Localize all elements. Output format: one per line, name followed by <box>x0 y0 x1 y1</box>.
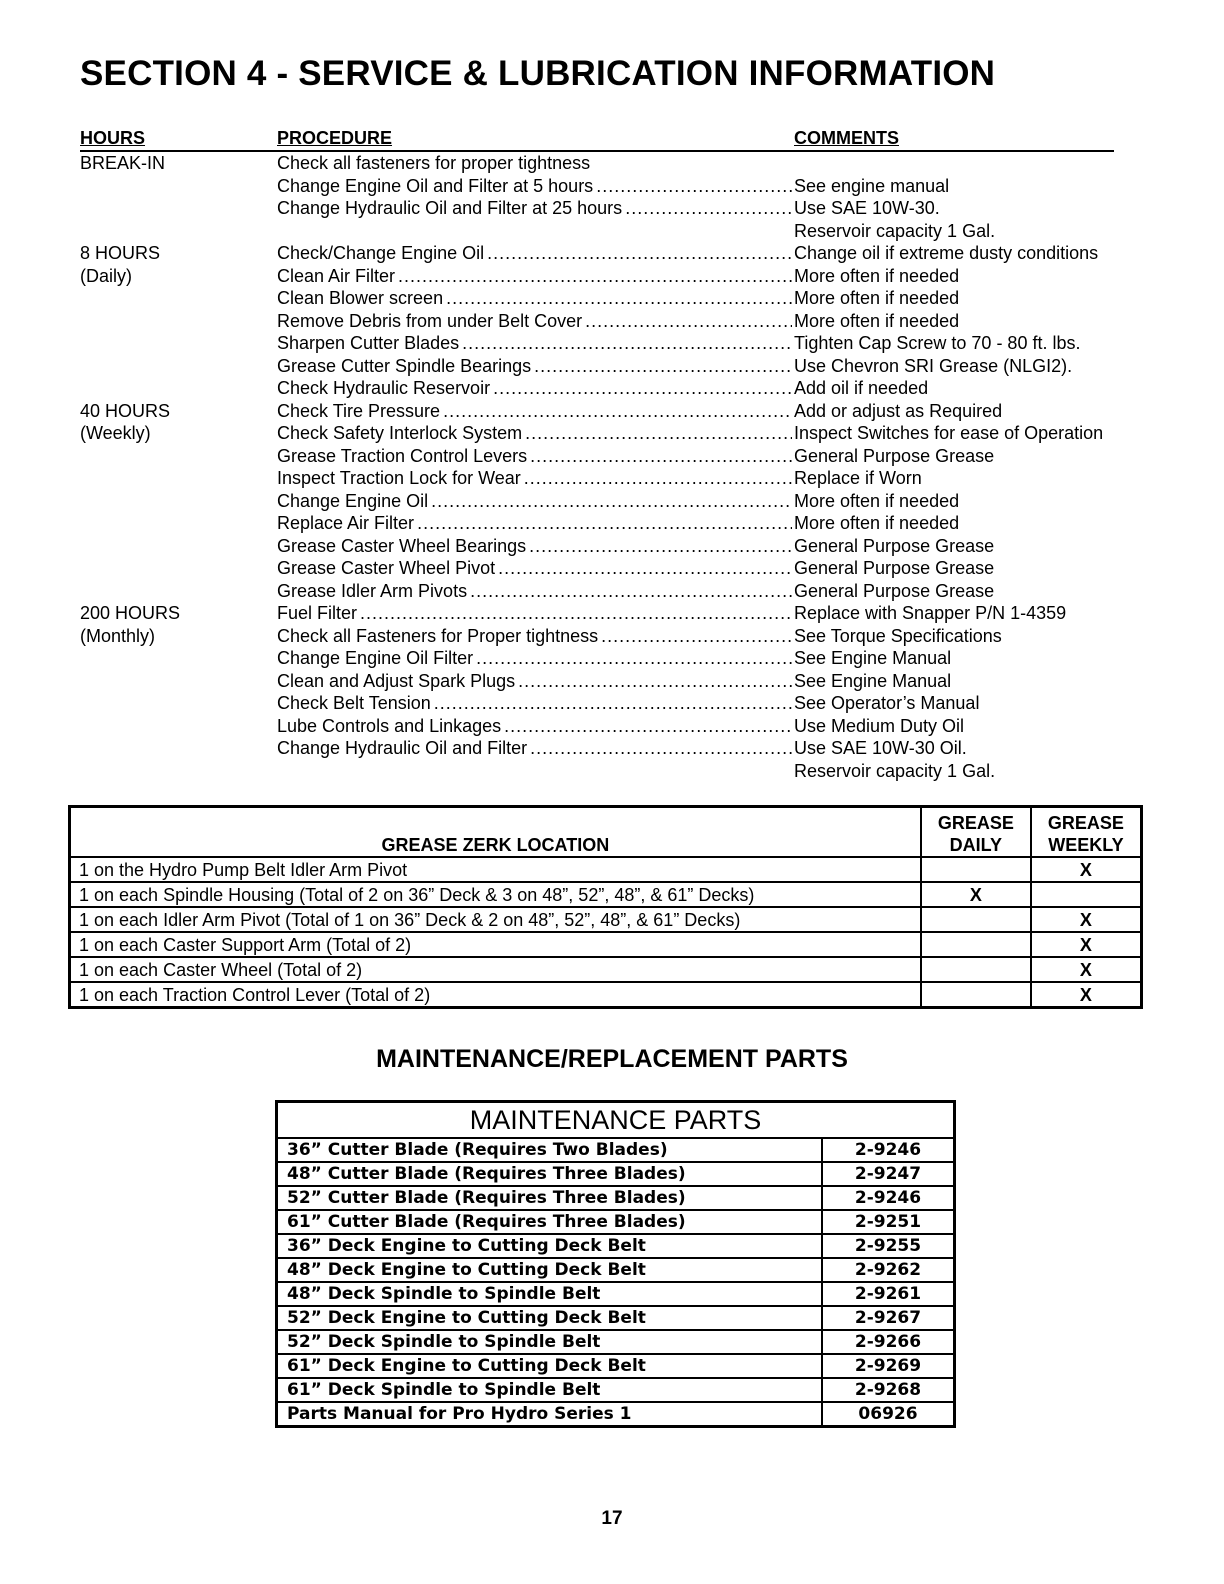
part-row <box>277 1378 955 1402</box>
hours-cell: (Monthly) <box>80 625 156 646</box>
schedule-row <box>80 512 1140 535</box>
dot-leader <box>534 355 792 378</box>
location-header: GREASE ZERK LOCATION <box>70 807 921 858</box>
procedure-cell <box>277 400 792 423</box>
maintenance-parts-table <box>275 1100 956 1428</box>
service-schedule <box>80 128 1140 782</box>
schedule-header <box>80 128 1114 152</box>
comment-cell: More often if needed <box>794 288 960 308</box>
comment-cell: Add oil if needed <box>794 378 929 398</box>
comment-cell: More often if needed <box>794 310 960 331</box>
comment-cell: See Operator’s Manual <box>794 693 980 713</box>
schedule-row <box>80 625 1140 648</box>
procedure-cell <box>277 310 792 333</box>
procedure-cell <box>277 467 792 490</box>
grease-daily-mark <box>921 957 1031 982</box>
comment-cell: General Purpose Grease <box>794 445 995 466</box>
procedure-header: PROCEDURE <box>277 128 393 148</box>
comment-cell: More often if needed <box>794 490 960 511</box>
part-row <box>277 1162 955 1186</box>
zerk-location: 1 on each Idler Arm Pivot (Total of 1 on 36” Deck & 2 on 48”, 52”, 48”, & 61” Decks) <box>70 907 921 932</box>
procedure-cell <box>277 197 792 220</box>
procedure-cell <box>277 152 792 175</box>
procedure-cell <box>277 175 792 198</box>
dot-leader <box>498 557 792 580</box>
procedure-text: Change Engine Oil and Filter at 5 hours <box>277 175 594 196</box>
parts-title-row <box>277 1102 955 1139</box>
dot-leader <box>446 287 792 310</box>
dot-leader <box>476 647 792 670</box>
part-name: 48” Cutter Blade (Requires Three Blades) <box>277 1162 823 1186</box>
procedure-cell <box>277 580 792 603</box>
schedule-row <box>80 647 1140 670</box>
procedure-text: Grease Caster Wheel Bearings <box>277 535 527 556</box>
schedule-row <box>80 422 1140 445</box>
grease-weekly-mark: X <box>1031 957 1142 982</box>
part-row <box>277 1306 955 1330</box>
schedule-row <box>80 670 1140 693</box>
dot-leader <box>601 625 792 648</box>
hours-cell: (Daily) <box>80 265 132 286</box>
schedule-row <box>80 152 1140 175</box>
dot-leader <box>530 445 792 468</box>
part-number: 2-9268 <box>822 1378 955 1402</box>
procedure-cell <box>277 692 792 715</box>
maintenance-heading: MAINTENANCE/REPLACEMENT PARTS <box>376 1045 848 1073</box>
part-number: 2-9262 <box>822 1258 955 1282</box>
grease-weekly-mark: X <box>1031 982 1142 1008</box>
schedule-row <box>80 242 1140 265</box>
dot-leader <box>524 467 792 490</box>
dot-leader <box>525 422 792 445</box>
schedule-row <box>80 760 1140 783</box>
procedure-cell <box>277 377 792 400</box>
grease-weekly-mark: X <box>1031 857 1142 882</box>
comment-cell: Reservoir capacity 1 Gal. <box>794 760 996 781</box>
part-name: 36” Cutter Blade (Requires Two Blades) <box>277 1138 823 1162</box>
procedure-text: Check Tire Pressure <box>277 400 441 421</box>
hours-header: HOURS <box>80 128 146 148</box>
procedure-cell <box>277 512 792 535</box>
grease-row <box>70 857 1142 882</box>
schedule-row <box>80 490 1140 513</box>
schedule-row <box>80 197 1140 220</box>
part-number: 2-9246 <box>822 1186 955 1210</box>
procedure-cell <box>277 265 792 288</box>
comment-cell: See engine manual <box>794 175 950 196</box>
zerk-location: 1 on each Spindle Housing (Total of 2 on 36” Deck & 3 on 48”, 52”, 48”, & 61” Decks) <box>70 882 921 907</box>
weekly-header <box>1031 807 1142 858</box>
procedure-cell <box>277 332 792 355</box>
dot-leader <box>443 400 792 423</box>
grease-row <box>70 907 1142 932</box>
grease-weekly-mark: X <box>1031 932 1142 957</box>
part-name: 61” Cutter Blade (Requires Three Blades) <box>277 1210 823 1234</box>
part-number: 2-9261 <box>822 1282 955 1306</box>
part-number: 2-9266 <box>822 1330 955 1354</box>
part-row <box>277 1282 955 1306</box>
procedure-text: Change Engine Oil <box>277 490 429 511</box>
procedure-text: Check Hydraulic Reservoir <box>277 378 491 398</box>
comment-cell: Replace if Worn <box>794 468 922 488</box>
part-row <box>277 1354 955 1378</box>
schedule-row <box>80 737 1140 760</box>
procedure-cell <box>277 422 792 445</box>
procedure-text: Sharpen Cutter Blades <box>277 333 460 353</box>
dot-leader <box>504 715 792 738</box>
grease-daily-mark <box>921 932 1031 957</box>
grease-row <box>70 982 1142 1008</box>
comment-cell: Tighten Cap Screw to 70 - 80 ft. lbs. <box>794 333 1081 353</box>
part-number: 2-9269 <box>822 1354 955 1378</box>
dot-leader <box>530 737 792 760</box>
comment-cell: Change oil if extreme dusty conditions <box>794 243 1099 263</box>
procedure-cell <box>277 715 792 738</box>
procedure-text: Change Engine Oil Filter <box>277 648 474 668</box>
part-name: 61” Deck Engine to Cutting Deck Belt <box>277 1354 823 1378</box>
dot-leader <box>487 242 792 265</box>
dot-leader <box>417 512 792 535</box>
procedure-cell <box>277 287 792 310</box>
comments-header: COMMENTS <box>794 128 899 148</box>
hours-cell: 8 HOURS <box>80 243 161 263</box>
comment-cell: More often if needed <box>794 265 960 286</box>
procedure-text: Check all fasteners for proper tightness <box>277 153 591 173</box>
procedure-text: Lube Controls and Linkages <box>277 715 502 736</box>
comment-cell: Replace with Snapper P/N 1-4359 <box>794 603 1067 623</box>
zerk-location: 1 on the Hydro Pump Belt Idler Arm Pivot <box>70 857 921 882</box>
part-row <box>277 1186 955 1210</box>
schedule-row <box>80 310 1140 333</box>
comment-cell: See Torque Specifications <box>794 625 1002 646</box>
procedure-cell <box>277 647 792 670</box>
part-number: 06926 <box>822 1402 955 1427</box>
procedure-cell <box>277 445 792 468</box>
comment-cell: See Engine Manual <box>794 648 952 668</box>
hours-cell: (Weekly) <box>80 423 151 443</box>
daily-header-line2: DAILY <box>949 835 1002 855</box>
dot-leader <box>529 535 792 558</box>
part-row <box>277 1138 955 1162</box>
dot-leader <box>625 197 792 220</box>
dot-leader <box>596 175 792 198</box>
grease-daily-mark <box>921 857 1031 882</box>
schedule-row <box>80 220 1140 243</box>
procedure-text: Change Hydraulic Oil and Filter <box>277 738 528 758</box>
grease-weekly-mark: X <box>1031 907 1142 932</box>
schedule-row <box>80 535 1140 558</box>
procedure-cell <box>277 490 792 513</box>
dot-leader <box>518 670 792 693</box>
dot-leader <box>360 602 792 625</box>
procedure-text: Fuel Filter <box>277 603 358 623</box>
part-row <box>277 1234 955 1258</box>
comment-cell: Use SAE 10W-30. <box>794 198 940 218</box>
part-row <box>277 1330 955 1354</box>
comment-cell: Inspect Switches for ease of Operation <box>794 423 1104 443</box>
comment-cell: Use SAE 10W-30 Oil. <box>794 738 967 758</box>
schedule-row <box>80 715 1140 738</box>
comment-cell: Add or adjust as Required <box>794 400 1003 421</box>
part-name: 52” Deck Engine to Cutting Deck Belt <box>277 1306 823 1330</box>
parts-title: MAINTENANCE PARTS <box>277 1102 955 1139</box>
part-row <box>277 1402 955 1427</box>
dot-leader <box>493 377 792 400</box>
procedure-text: Grease Traction Control Levers <box>277 445 528 466</box>
procedure-cell <box>277 557 792 580</box>
dot-leader <box>398 265 792 288</box>
schedule-row <box>80 692 1140 715</box>
comment-cell: Use Medium Duty Oil <box>794 715 965 736</box>
grease-daily-mark <box>921 982 1031 1008</box>
daily-header-line1: GREASE <box>937 813 1014 833</box>
procedure-cell <box>277 670 792 693</box>
procedure-text: Grease Cutter Spindle Bearings <box>277 355 532 376</box>
procedure-text: Check/Change Engine Oil <box>277 243 485 263</box>
procedure-text: Inspect Traction Lock for Wear <box>277 468 521 488</box>
schedule-row <box>80 602 1140 625</box>
page-number: 17 <box>601 1508 623 1529</box>
part-number: 2-9251 <box>822 1210 955 1234</box>
procedure-text: Check all Fasteners for Proper tightness <box>277 625 599 646</box>
schedule-row <box>80 332 1140 355</box>
part-number: 2-9267 <box>822 1306 955 1330</box>
grease-weekly-mark <box>1031 882 1142 907</box>
grease-header-row <box>70 807 1142 858</box>
procedure-text: Check Safety Interlock System <box>277 423 523 443</box>
schedule-row <box>80 175 1140 198</box>
part-number: 2-9255 <box>822 1234 955 1258</box>
comment-cell: Use Chevron SRI Grease (NLGI2). <box>794 355 1073 376</box>
part-row <box>277 1210 955 1234</box>
comment-cell: Reservoir capacity 1 Gal. <box>794 220 996 241</box>
schedule-row <box>80 580 1140 603</box>
zerk-location: 1 on each Caster Wheel (Total of 2) <box>70 957 921 982</box>
comment-cell: See Engine Manual <box>794 670 952 691</box>
comment-cell: General Purpose Grease <box>794 558 995 578</box>
schedule-row <box>80 287 1140 310</box>
comment-cell: More often if needed <box>794 513 960 533</box>
schedule-row <box>80 377 1140 400</box>
procedure-cell <box>277 625 792 648</box>
comment-cell: General Purpose Grease <box>794 535 995 556</box>
part-row <box>277 1258 955 1282</box>
hours-cell: 200 HOURS <box>80 603 181 623</box>
procedure-cell <box>277 242 792 265</box>
dot-leader <box>431 490 792 513</box>
section-title: SECTION 4 - SERVICE & LUBRICATION INFORMATION <box>80 54 996 93</box>
zerk-location: 1 on each Caster Support Arm (Total of 2) <box>70 932 921 957</box>
hours-cell: BREAK-IN <box>80 153 166 173</box>
grease-zerk-table <box>68 805 1143 1009</box>
schedule-row <box>80 557 1140 580</box>
procedure-text: Replace Air Filter <box>277 513 415 533</box>
weekly-header-line2: WEEKLY <box>1048 835 1124 855</box>
grease-row <box>70 957 1142 982</box>
part-name: 61” Deck Spindle to Spindle Belt <box>277 1378 823 1402</box>
hours-cell: 40 HOURS <box>80 400 171 421</box>
procedure-cell <box>277 737 792 760</box>
part-name: 48” Deck Spindle to Spindle Belt <box>277 1282 823 1306</box>
part-number: 2-9247 <box>822 1162 955 1186</box>
zerk-location: 1 on each Traction Control Lever (Total of 2) <box>70 982 921 1008</box>
procedure-text: Clean Blower screen <box>277 288 444 308</box>
grease-daily-mark <box>921 907 1031 932</box>
comment-cell: General Purpose Grease <box>794 580 995 601</box>
dot-leader <box>462 332 792 355</box>
part-number: 2-9246 <box>822 1138 955 1162</box>
schedule-rows <box>80 152 1140 782</box>
dot-leader <box>585 310 792 333</box>
procedure-text: Remove Debris from under Belt Cover <box>277 310 583 331</box>
part-name: 52” Cutter Blade (Requires Three Blades) <box>277 1186 823 1210</box>
procedure-text: Grease Idler Arm Pivots <box>277 580 468 601</box>
grease-row <box>70 932 1142 957</box>
grease-row <box>70 882 1142 907</box>
schedule-row <box>80 400 1140 423</box>
daily-header <box>921 807 1031 858</box>
dot-leader <box>434 692 792 715</box>
grease-daily-mark: X <box>921 882 1031 907</box>
part-name: 48” Deck Engine to Cutting Deck Belt <box>277 1258 823 1282</box>
part-name: 52” Deck Spindle to Spindle Belt <box>277 1330 823 1354</box>
part-name: Parts Manual for Pro Hydro Series 1 <box>277 1402 823 1427</box>
schedule-row <box>80 467 1140 490</box>
schedule-row <box>80 265 1140 288</box>
schedule-row <box>80 355 1140 378</box>
dot-leader <box>470 580 792 603</box>
procedure-text: Change Hydraulic Oil and Filter at 25 hours <box>277 198 623 218</box>
procedure-cell <box>277 355 792 378</box>
schedule-row <box>80 445 1140 468</box>
part-name: 36” Deck Engine to Cutting Deck Belt <box>277 1234 823 1258</box>
procedure-text: Clean and Adjust Spark Plugs <box>277 670 516 691</box>
weekly-header-line1: GREASE <box>1047 813 1124 833</box>
procedure-cell <box>277 535 792 558</box>
procedure-text: Check Belt Tension <box>277 693 431 713</box>
procedure-text: Clean Air Filter <box>277 265 396 286</box>
procedure-text: Grease Caster Wheel Pivot <box>277 558 496 578</box>
procedure-cell <box>277 602 792 625</box>
